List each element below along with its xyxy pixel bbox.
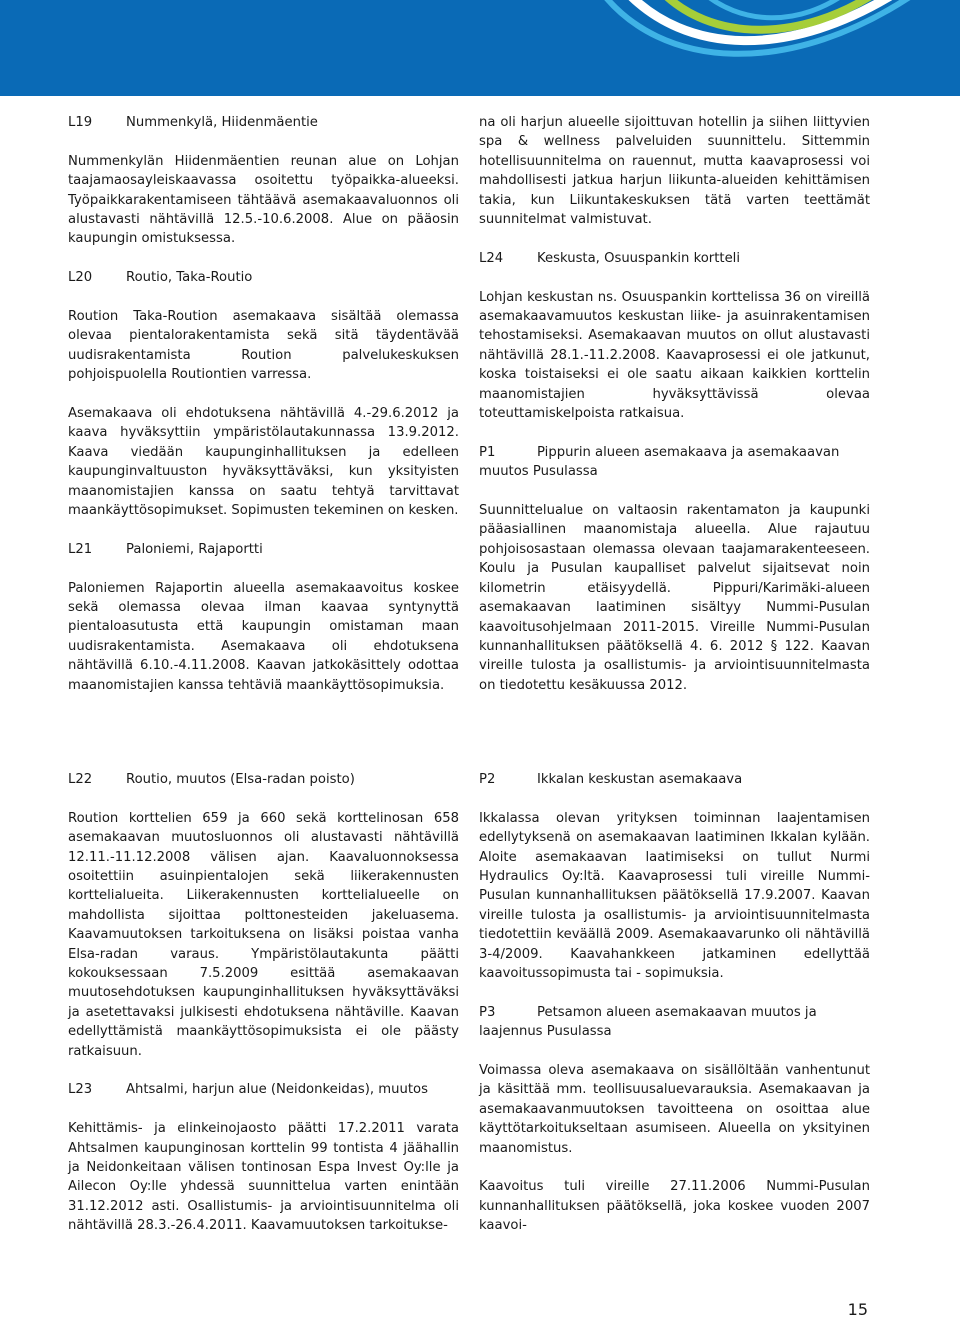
section-title: Routio, Taka-Routio [126, 270, 253, 286]
section-paragraph: Kehittämis- ja elinkeinojaosto päätti 17.2.2011 varata Ahtsalmen kaupunginosan korttelin 99 tontista 4 jäähallin ja Neidonkeitaan välisen tontinosan Espa Invest Oy:lle ja Ailecon Oy:lle yhdessä suunnittelua varten enintään 31.12.2012 asti. Osallistumis- ja arviointisuunnitelma oli nähtävillä 28.3.-26.4.2011. Kaavamuutoksen tarkoitukse- [68, 1121, 459, 1234]
left-column-top [68, 113, 459, 714]
section-title: Routio, muutos (Elsa-radan poisto) [126, 772, 355, 787]
section-code: L24 [479, 250, 504, 266]
section-paragraph: Kaavoitus tuli vireille 27.11.2006 Nummi-Pusulan kunnanhallituksen päätöksellä, joka koskee vuoden 2007 kaavoi- [479, 1179, 870, 1234]
section-heading [68, 770, 459, 789]
section-title: Paloniemi, Rajaportti [126, 541, 263, 557]
section-paragraph: Ikkalassa olevan yrityksen toiminnan laajentamisen edellytyksenä on asemakaavan laatiminen Ikkalan kylään. Aloite asemakaavan laatimiseksi on tullut Nurmi Hydraulics Oy:ltä. Kaavaprosessi tuli vireille Nummi-Pusulan kunnanhallituksen päätöksellä 17.9.2007. Kaavan vireille tulosta ja osallistumis- ja arviointisuunnitelmasta tiedotettiin keväällä 2009. Asemakaavarunko oli nähtävillä 3-4/2009. Kaavahankkeen jatkaminen edellyttää kaavoitussopimusta tai - sopimuksia. [479, 810, 870, 982]
header-banner [0, 0, 960, 96]
page-number: 15 [847, 1300, 868, 1319]
section-l23 [68, 1080, 459, 1235]
section-l20 [68, 268, 459, 520]
section-heading [479, 443, 870, 482]
section-title: Nummenkylä, Hiidenmäentie [126, 115, 318, 130]
swoosh-logo-graphic [0, 0, 960, 96]
section-paragraph: Asemakaava oli ehdotuksena nähtävillä 4.-29.6.2012 ja kaava hyväksyttiin ympäristölautakunnassa 13.9.2012. Kaava viedään kaupunginhallituksen ja edelleen kaupunginvaltuuston hyväksyttäväksi, kun yksityisten maanomistajien kanssa on saatu tehtyä tarvittavat maankäyttösopimukset. Sopimusten tekeminen on kesken. [68, 406, 459, 519]
section-l22 [68, 770, 459, 1061]
section-title: Petsamon alueen asemakaavan muutos ja laajennus Pusulassa [479, 1004, 817, 1040]
right-column-bottom [479, 770, 870, 1255]
section-heading [68, 113, 459, 132]
section-heading [479, 249, 870, 268]
section-paragraph: Paloniemen Rajaportin alueella asemakaavoitus koskee sekä olemassa olevaa ilman kaavaa syntynyttä pientaloasutusta että kaupungin omistaman maan uudisrakentamista. Asemakaava oli ehdotuksena nähtävillä 6.10.-4.11.2008. Kaavan jatkokäsittely odottaa maanomistajien kanssa tehtäviä maankäyttösopimuksia. [68, 580, 459, 693]
section-heading [479, 770, 870, 789]
section-title: Keskusta, Osuuspankin kortteli [537, 250, 741, 266]
section-heading [68, 268, 459, 287]
section-paragraph: Roution Taka-Roution asemakaava sisältää olemassa olevaa pientalorakentamista sekä sitä täydentävää uudisrakentamista Roution palvelukeskuksen pohjoispuolella Routiontien varressa. [68, 309, 459, 383]
continued-paragraph: na oli harjun alueelle sijoittuvan hotellin ja siihen liittyvien spa & wellness palveluiden suunnittelu. Sittemmin hotellisuunnitelma on rauennut, mutta kaavaprosessi voi mahdollisesti jatkua harjun liikunta-alueiden kehittämisen takia, kun Liikuntakeskuksen tätä varten teettämät suunnitelmat valmistuvat. [479, 115, 870, 228]
section-p3 [479, 1003, 870, 1236]
section-code: L22 [68, 772, 93, 787]
left-column-bottom [68, 770, 459, 1255]
section-code: L20 [68, 270, 93, 286]
section-paragraph: Roution korttelien 659 ja 660 sekä korttelinosan 658 asemakaavan muutosluonnos oli alustavasti nähtävillä 12.11.-11.12.2008 välisen ajan. Kaavaluonnoksessa osoitettiin asuinpientalojen sekä liikerakennusten korttelialueita. Liikerakennusten korttelialueelle on mahdollista sijoittaa polttonesteiden jakeluasema. Kaavamuutoksen tarkoituksena on lisäksi poistaa vanha Elsa-radan varaus. Ympäristölautakunta päätti kokouksessaan 7.5.2009 esittää asemakaavan muutosehdotuksen kaupunginhallituksen hyväksyttäväksi ja asetettavaksi julkisesti ehdotuksena nähtäville. Kaavan edellyttämistä maankäyttösopimuksista ei ole päästy ratkaisuun. [68, 810, 459, 1059]
section-heading [479, 1003, 870, 1042]
right-column-top [479, 113, 870, 715]
section-paragraph: Voimassa oleva asemakaava on sisällöltään vanhentunut ja käsittää mm. teollisuusaluevarauksia. Asemakaavan ja asemakaavanmuutoksen tavoitteena on osoittaa alue käyttötarkoitukseltaan asumiseen. Alueella on yksityinen maanomistus. [479, 1063, 870, 1156]
section-code: L23 [68, 1082, 93, 1098]
section-paragraph: Nummenkylän Hiidenmäentien reunan alue on Lohjan taajamaosayleiskaavassa osoitettu työpaikka-alueeksi. Työpaikkarakentamiseen tähtäävä asemakaavaluonnos oli alustavasti nähtävillä 12.5.-10.6.2008. Alue on pääosin kaupungin omistuksessa. [68, 153, 459, 247]
section-p1 [479, 443, 870, 695]
section-l19 [68, 113, 459, 249]
section-p2 [479, 770, 870, 983]
section-code: L21 [68, 541, 93, 557]
section-code: L19 [68, 115, 93, 130]
section-paragraph: Suunnittelualue on valtaosin rakentamaton ja kaupunki pääasiallinen maanomistaja alueella. Alue rajautuu pohjoisosastaan olemassa olevaan taajamarakenteeseen. Koulu ja Pusulan kaupalliset palvelut sijaitsevat noin kilometrin etäisyydellä. Pippuri/Karimäki-alueen asemakaavan laatiminen sisältyy Nummi-Pusulan kaavoitusohjelmaan 2011-2015. Vireille Nummi-Pusulan kunnanhallituksen päätöksellä 4. 6. 2012 § 122. Kaavan vireille tulosta ja osallistumis- ja arviointisuunnitelmasta on tiedotettu kesäkuussa 2012. [479, 503, 870, 693]
section-l24 [479, 249, 870, 424]
section-title: Pippurin alueen asemakaava ja asemakaavan muutos Pusulassa [479, 444, 840, 480]
section-paragraph: Lohjan keskustan ns. Osuuspankin korttelissa 36 on vireillä asemakaavamuutos keskustan liike- ja asuinrakentamisen tehostamiseksi. Asemakaavan muutos on ollut alustavasti nähtävillä 28.1.-11.2.2008. Kaavaprosessi ei ole jatkunut, koska toistaiseksi ei ole saatu aikaan kaikkien korttelin maanomistajien hyväksyttävissä olevaa toteuttamiskelpoista ratkaisua. [479, 289, 870, 422]
section-code: P1 [479, 444, 496, 460]
section-title: Ikkalan keskustan asemakaava [537, 772, 743, 787]
section-heading [68, 1080, 459, 1099]
section-heading [68, 540, 459, 559]
section-code: P2 [479, 772, 496, 787]
section-code: P3 [479, 1004, 496, 1020]
section-title: Ahtsalmi, harjun alue (Neidonkeidas), muutos [126, 1082, 428, 1098]
section-l21 [68, 540, 459, 695]
